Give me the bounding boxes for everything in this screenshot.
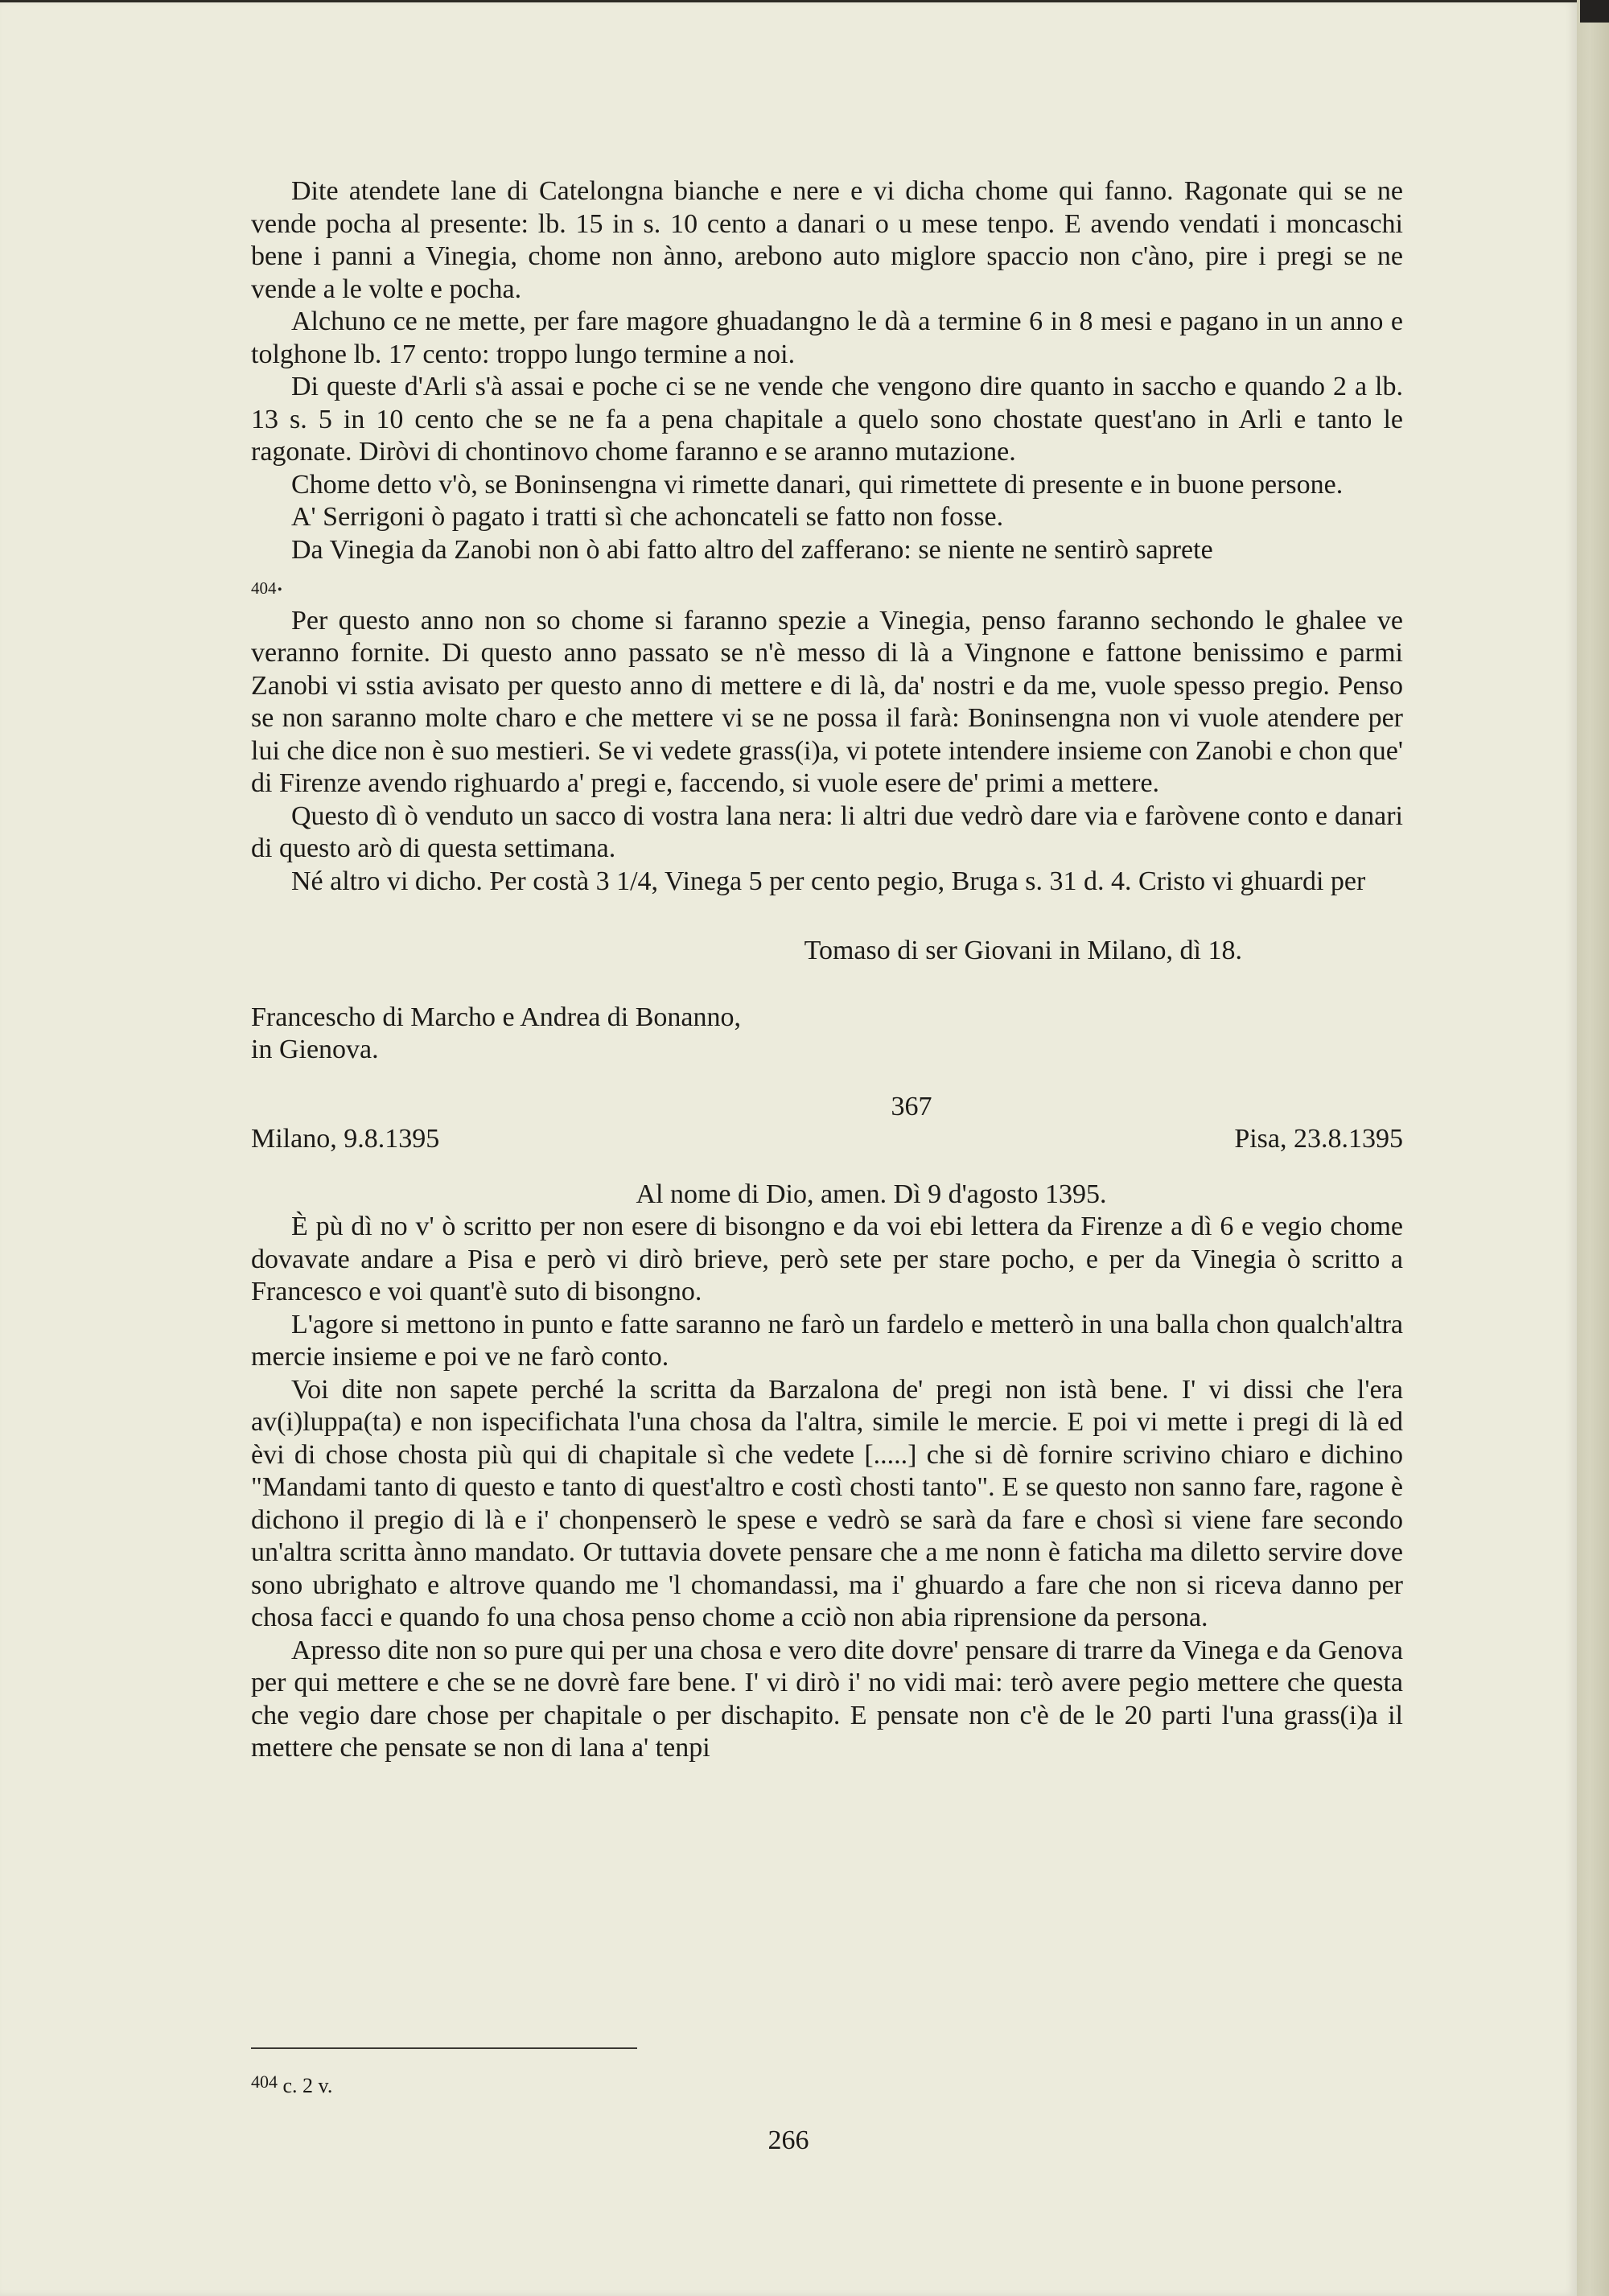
footnote-rule (251, 2047, 637, 2049)
date-from: Milano, 9.8.1395 (251, 1124, 440, 1154)
paragraph: Di queste d'Arli s'à assai e poche ci se ne vende che vengono dire quanto in saccho e quando 2 a lb. 13 s. 5 in 10 cento che se ne fa a pena chapitale a quelo sono chostate quest'ano in Arli e tanto le ragonate. Diròvi di chontinovo chome faranno e se aranno mutazione. (251, 372, 1403, 467)
paragraph: È pù dì no v' ò scritto per non esere di bisongno e da voi ebi lettera da Firenze a dì 6 e vegio chome dovavate andare a Pisa e però vi dirò brieve, però sete per stare pocho, e per da Vinegia ò scritto a Francesco e voi quant'è suto di bisongno. (251, 1212, 1403, 1306)
page-body (251, 175, 1403, 1765)
paragraph: Apresso dite non so pure qui per una chosa e vero dite dovre' pensare di trarre da Vinega e da Genova per qui mettere e che se ne dovrè fare bene. I' vi dirò i' no vidi mai: terò avere pegio mettere che questa che vegio dare chose per chapitale o per dischapito. E pensate non c'è de le 20 parti l'una grass(i)a il mettere che pensate se non di lana a' tenpi (251, 1635, 1403, 1763)
dark-corner (1580, 0, 1609, 23)
paragraph: Dite atendete lane di Catelongna bianche e nere e vi dicha chome qui fanno. Ragonate qui se ne vende pocha al presente: lb. 15 in s. 10 cento a danari o u mese tenpo. E avendo vendati i moncaschi bene i panni a Vinegia, chome non ànno, arebono auto miglore spaccio non c'àno, pire i pregi se ne vende a le volte e pocha. (251, 176, 1403, 304)
top-edge-line (0, 0, 1577, 2)
book-spine-edge (1577, 0, 1609, 2296)
paragraph: Questo dì ò venduto un sacco di vostra lana nera: li altri due vedrò dare via e faròvene conto e danari di questo arò di questa settimana. (251, 800, 1403, 863)
paragraph-text: Da Vinegia da Zanobi non ò abi fatto altro del zafferano: se niente ne sentirò saprete (291, 534, 1213, 565)
address-block (251, 1002, 1403, 1067)
page-number: 266 (767, 2125, 809, 2155)
paragraph: Per questo anno non so chome si faranno spezie a Vinegia, penso faranno sechondo le ghalee ve veranno fornite. Di questo anno passato se n'è messo di là a Vingnone e fattone benissimo e parmi Zanobi vi sstia avisato per questo anno di mettere e di là, da' nostri e da me, vuole spesso pregio. Penso se non saranno molte charo e che mettere vi se ne possa il farà: Boninsengna non vi vuole atendere per lui che dice non è suo mestieri. Se vi vedete grass(i)a, vi potete intendere insieme con Zanobi e chon que' di Firenze avendo righuardo a' pregi e, faccendo, si vuole esere de' primi a mettere. (251, 605, 1403, 798)
address-line-1: Francescho di Marcho e Andrea di Bonanno, (251, 1002, 741, 1032)
footnote-text: c. 2 v. (282, 2074, 333, 2097)
paragraph: Né altro vi dicho. Per costà 3 1/4, Vinega 5 per cento pegio, Bruga s. 31 d. 4. Cristo vi ghuardi per (291, 866, 1366, 896)
footnote (251, 2069, 332, 2099)
address-line-2: in Gienova. (251, 1035, 379, 1064)
paragraph: Voi dite non sapete perché la scritta da Barzalona de' pregi non istà bene. I' vi dissi che l'era av(i)luppa(ta) e non ispecifichata l'una chosa da l'altra, simile le mercie. E poi vi mette i pregi di là ed èvi di chose chosta più qui di chapitale sì che vedete [.....] che si dè fornire scrivino chiaro e dichino "Mandami tanto di questo e tanto di quest'altro e costì chosti tanto". E se questo non sanno fare, ragone è dichono il pregio di là e i' chonpenserò le spese e vedrò se sarà da fare e chosì si viene fare secondo un'altra scritta ànno mandato. Or tuttavia dovete pensare che a me nonn è faticha ma diletto servire dove sono ubrighato e altrove quando me 'l chomandassi, ma i' ghuardo a fare che non si riceva danno per chosa facci e quando fo una chosa penso chome a cciò non abia riprensione da persona. (251, 1374, 1403, 1632)
date-to: Pisa, 23.8.1395 (1234, 1124, 1403, 1154)
paragraph: Alchuno ce ne mette, per fare magore ghuadangno le dà a termine 6 in 8 mesi e pagano in un anno e tolghone lb. 17 cento: troppo lungo termine a noi. (251, 307, 1403, 369)
paragraph: Chome detto v'ò, se Boninsengna vi rimette danari, qui rimettete di presente e in buone persone. (291, 469, 1344, 500)
signature: Tomaso di ser Giovani in Milano, dì 18. (804, 936, 1242, 965)
footnote-number: 404 (251, 2072, 278, 2092)
paragraph: A' Serrigoni ò pagato i tratti sì che achoncateli se fatto non fosse. (291, 502, 1004, 532)
paragraph-zanobi: Da Vinegia da Zanobi non ò abi fatto altro del zafferano: se niente ne sentirò saprete 404. (251, 534, 1213, 598)
footnote-marker: 404 (251, 578, 277, 598)
invocation: Al nome di Dio, amen. Dì 9 d'agosto 1395. (636, 1179, 1107, 1209)
letter-number: 367 (891, 1091, 932, 1121)
letter-dates (251, 1123, 1403, 1156)
paragraph: L'agore si mettono in punto e fatte saranno ne farò un fardelo e metterò in una balla chon qualch'altra mercie insieme e poi ve ne farò conto. (251, 1309, 1403, 1372)
